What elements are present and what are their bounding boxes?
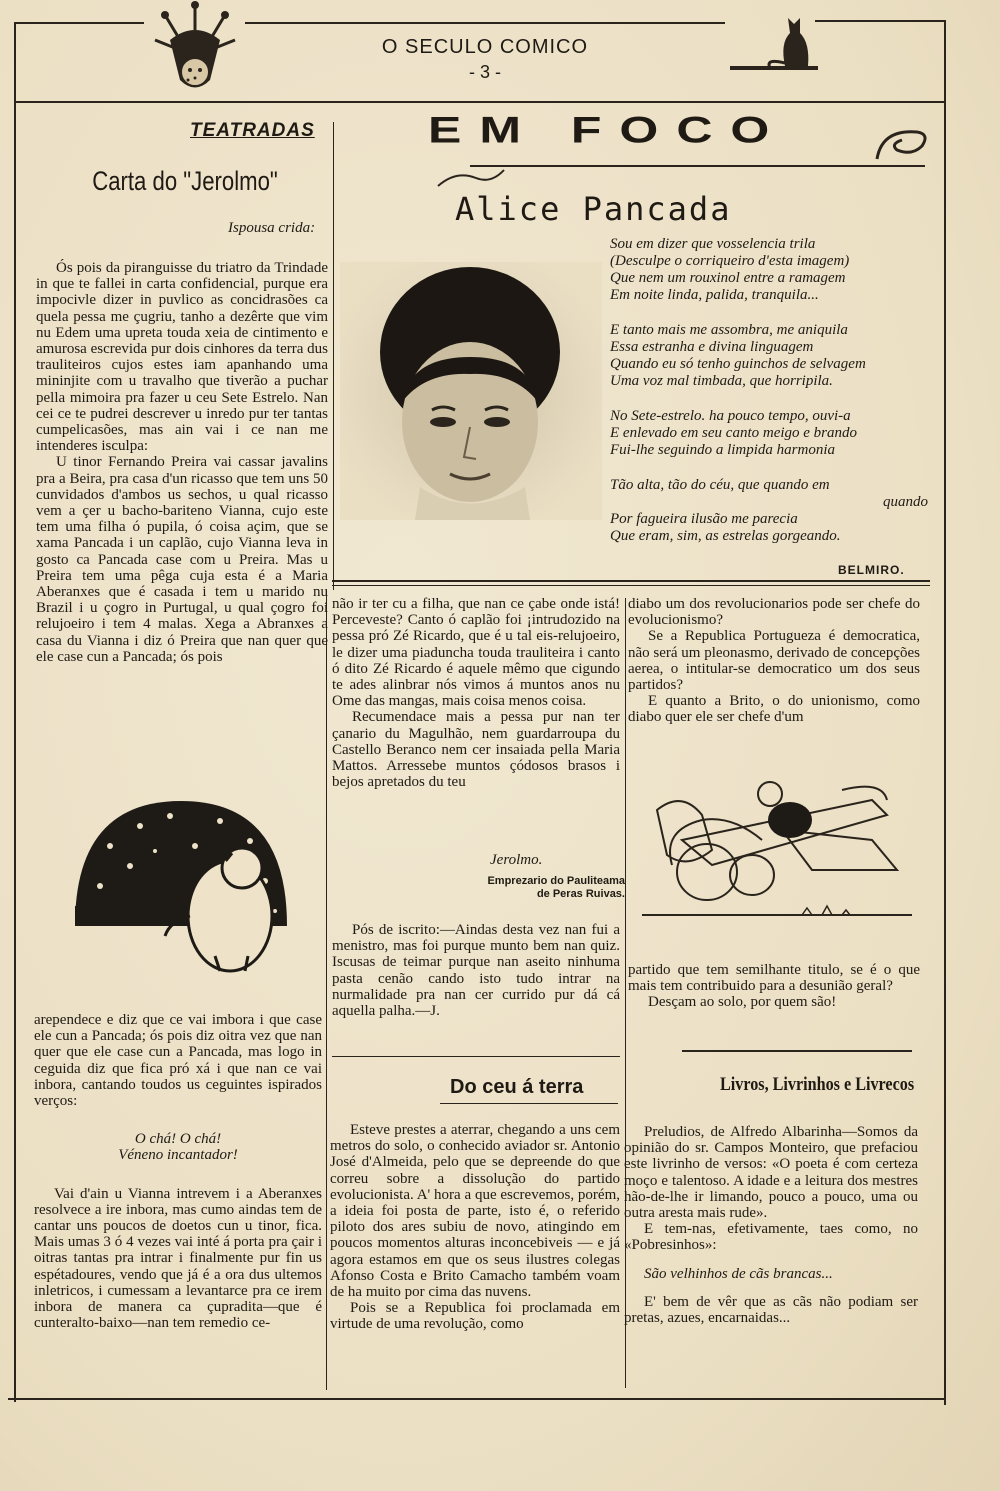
poem-line: (Desculpe o corriqueiro d'esta imagem) xyxy=(610,253,850,269)
page-border-right xyxy=(944,20,946,1405)
verse-line: O chá! O chá! xyxy=(134,1131,222,1148)
emfoco-bottom-rule xyxy=(332,580,930,582)
poem-line: No Sete-estrelo. ha pouco tempo, ouvi-a xyxy=(610,408,851,424)
poem-line: Quando eu só tenho guinchos de selvagem xyxy=(610,356,866,372)
column-divider-2 xyxy=(326,590,327,1390)
column-divider-1 xyxy=(333,122,334,590)
paragraph: U tinor Fernando Preira vai cassar javalins pra a Beira, pra casa d'un ricasso que tem uns 50 cunvidados d'ambos us sechos, u qual ricasso vem a çer u bacho-bariteno Vianna, cujo este tem uma filha ó pupila, ó coisa açim, que se xama Pancada i un caplão, cujo Vianna leva in gosto ca Pancada case com u Preira. Mas u Preira tem uma pêga cuja esta é a Maria Aberanxes que é casada i tem u marido nu Brazil i u çogro in Purtugal, u qual çogro foi relujoeiro i tem 4 malas. Xega a Abranxes a casa du Vianna i diz ó Preira que nan quer que ele case cun a Pancada; ós pois xyxy=(36,454,328,665)
emfoco-subtitle: Alice Pancada xyxy=(455,190,732,228)
salutation: Ispousa crida: xyxy=(228,220,316,236)
stanza xyxy=(610,322,940,390)
signature: Jerolmo. xyxy=(490,852,543,868)
poem-line: Essa estranha e divina linguagem xyxy=(610,339,814,355)
page-border-bottom xyxy=(8,1398,946,1400)
poem-line: Que nem um rouxinol entre a ramagem xyxy=(610,270,846,286)
paragraph: Pois se a Republica foi proclamada em virtude de uma revolução, como xyxy=(330,1300,620,1333)
paragraph: diabo um dos revolucionarios pode ser chefe do evolucionismo? xyxy=(628,596,920,629)
paragraph: não ir ter cu a filha, que nan ce çabe onde istá! Perceveste? Canto ó caplão foi ¡intrudozido na pessa pró Zé Ricardo, que é u tal eis-relujoeiro, le dizer uma piaduncha touda trauliteira i canto ó dito Zé Ricardo é aquele mêmo que cigundo te ades alinbrar nós vimos á muntos anos nu Ome das mangas, mais coisa menos coisa. xyxy=(332,596,620,710)
signature-line: de Peras Ruivas. xyxy=(536,888,625,900)
verse-line: São velhinhos de cãs brancas... xyxy=(644,1265,833,1282)
poem-line: quando xyxy=(883,494,928,510)
teatradas-block-2 xyxy=(34,1012,322,1331)
emfoco-title-rule xyxy=(470,165,925,167)
stanza xyxy=(610,477,940,545)
paragraph: arependece e diz que ce vai imbora i que case ele cun a Pancada; ós pois diz oitra vez que nan quer que ele case cun a Pancada, mas logo in ceguida diz que fica pró xá i que nan ce vai inbora, cantando toudos us ceguintes ispirados verços: xyxy=(34,1012,322,1110)
poem-line: E tanto mais me assombra, me aniquila xyxy=(610,322,848,338)
section-em-foco: EM FOCO xyxy=(428,108,788,151)
jester-logo-icon xyxy=(150,0,240,100)
flourish-ornament-icon xyxy=(436,166,506,190)
poem-line: Por fagueira ilusão me parecia xyxy=(610,511,798,527)
section-divider xyxy=(332,1056,620,1057)
header-rule-center xyxy=(245,22,725,24)
article-title-livros: Livros, Livrinhos e Livrecos xyxy=(720,1074,915,1095)
swirl-ornament-icon xyxy=(872,124,932,164)
header-rule-left xyxy=(14,22,144,24)
newspaper-title: O SECULO COMICO xyxy=(381,36,589,58)
emfoco-bottom-rule-2 xyxy=(332,585,930,586)
paragraph: Se a Republica Portugueza é democratica, não será um pleonasmo, derivado de concepções aerea, o intitular-se democratico um dos seus partidos? xyxy=(628,628,920,694)
livros-article xyxy=(624,1124,918,1326)
teatradas-block-1 xyxy=(36,260,328,665)
poem-line: Que eram, sim, as estrelas gorgeando. xyxy=(610,528,841,544)
poem-line: Uma voz mal timbada, que horripila. xyxy=(610,373,833,389)
title-underline xyxy=(440,1103,618,1104)
stanza xyxy=(610,408,940,459)
postscript xyxy=(332,922,620,1019)
teatradas-continuation xyxy=(332,596,620,790)
paragraph: Ós pois da piranguisse du triatro da Trindade in que te fallei in carta confidencial, purque era impocivle dizer in puvlico as concidrasões ca quela pessa me çugriu, tanho a dezêrte que vim nu Edem uma upreta touda xeia de cintimento e amurosa escrevida pur dois cinhores da terra dus trauliteiros cujos estes iam apanhando uma mininjite com u travalho que tiverão a puchar pella mimoira pra fazer u ceu Sete Estrelo. Nan cei ce te pudrei descrever u inredo pur ter tantas cumpelicasões, mas ain vai i ce nan me intenderes isculpa: xyxy=(36,260,328,455)
paragraph: Pós de iscrito:—Aindas desta vez nan fui a menistro, mas foi purque munto bem nan quiz. Iscusas de teimar purque nan aseito ninhuma pasta cenão cando isto tudo intrar na nurmalidade pra nan cer currido pur dá cá aquella palha.—J. xyxy=(332,922,620,1020)
emfoco-poem xyxy=(610,236,940,559)
paragraph: partido que tem semilhante titulo, se é o que mais tem contribuido para a desunião geral? xyxy=(628,962,920,995)
stargazer-illustration xyxy=(70,796,292,976)
aviator-illustration xyxy=(642,760,912,930)
signature-line: Emprezario do Pauliteama xyxy=(487,875,625,887)
portrait-photo-alice-pancada xyxy=(340,262,602,520)
paragraph: Vai d'ain u Vianna intrevem i a Aberanxes resolvece a ire inbora, mas cumo aindas tem de cantar uns poucos de doetos cun u tinor, fica. Mais umas 3 ó 4 vezes vai inté á porta pra çair i oitras tantas pra intrar i finalmente pur fin us espétadoures, vendo que já é a ora dus ultemos inletricos, i cumessam a levantarce pra ce irem inbora de manera ca çupradita—que é cunteralto-baixo—nan tem remedio ce- xyxy=(34,1185,322,1332)
article-title-ceu: Do ceu á terra xyxy=(450,1076,584,1098)
page-border-left xyxy=(14,22,16,1402)
poem-line: Fui-lhe seguindo a limpida harmonia xyxy=(610,442,835,458)
cat-logo-icon xyxy=(730,8,820,70)
signature-title xyxy=(435,875,625,901)
stanza xyxy=(610,236,940,304)
paragraph: Desçam ao solo, por quem são! xyxy=(648,994,837,1011)
section-teatradas: TEATRADAS xyxy=(190,120,315,141)
page-number: - 3 - xyxy=(468,62,501,82)
article-title-carta: Carta do "Jerolmo" xyxy=(92,166,278,196)
paragraph: E quanto a Brito, o do unionismo, como diabo quer ele ser chefe d'um xyxy=(628,693,920,726)
poem-line: Tão alta, tão do céu, que quando em xyxy=(610,477,830,493)
poem-author: BELMIRO. xyxy=(838,563,905,577)
paragraph: E tem-nas, efetivamente, taes como, no «Pobresinhos»: xyxy=(624,1221,918,1254)
verse-line: Véneno incantador! xyxy=(118,1147,238,1164)
col3-text-2 xyxy=(628,962,920,1011)
poem-line: Sou em dizer que vosselencia trila xyxy=(610,236,816,252)
header-bottom-rule xyxy=(14,101,946,103)
poem-line: Em noite linda, palida, tranquila... xyxy=(610,287,819,303)
paragraph: E' bem de vêr que as cãs não podiam ser pretas, azues, encarnaidas... xyxy=(624,1293,918,1327)
paragraph: Preludios, de Alfredo Albarinha—Somos da opinião do sr. Campos Monteiro, que prefaciou este livrinho de versos: «O poeta é com certeza moço e talentoso. A idade e a leitura dos mestres hão-de-lhe ir limando, pouco a pouco, uma ou outra aresta mais rude». xyxy=(624,1124,918,1222)
section-divider xyxy=(682,1050,912,1052)
poem-line: E enlevado em seu canto meigo e brando xyxy=(610,425,858,441)
paragraph: Recumendace mais a pessa pur nan ter çanario du Magulhão, nem guardarroupa du Castello Beranco nem cer insaiada pella Maria Mattos. Arressebe muntos çódosos brasos i bejos apretados du teu xyxy=(332,709,620,791)
ceu-article xyxy=(330,1122,620,1333)
header-rule-right xyxy=(815,20,945,22)
paragraph: Esteve prestes a aterrar, chegando a uns cem metros do solo, o conhecido aviador sr. Antonio José d'Almeida, pelo que se depreende do que correu sobre a dissolução do partido evolucionista. A' hora a que escrevemos, porém, a ideia foi posta de parte, isto é, o referido piloto dos ares subiu de novo, atingindo em poucos momentos alturas inconcebiveis — e já agora estamos em que os seus ilustres colegas Afonso Costa e Brito Camacho também voam de ha muito por cima das nuvens. xyxy=(330,1122,620,1301)
col3-text-1 xyxy=(628,596,920,726)
